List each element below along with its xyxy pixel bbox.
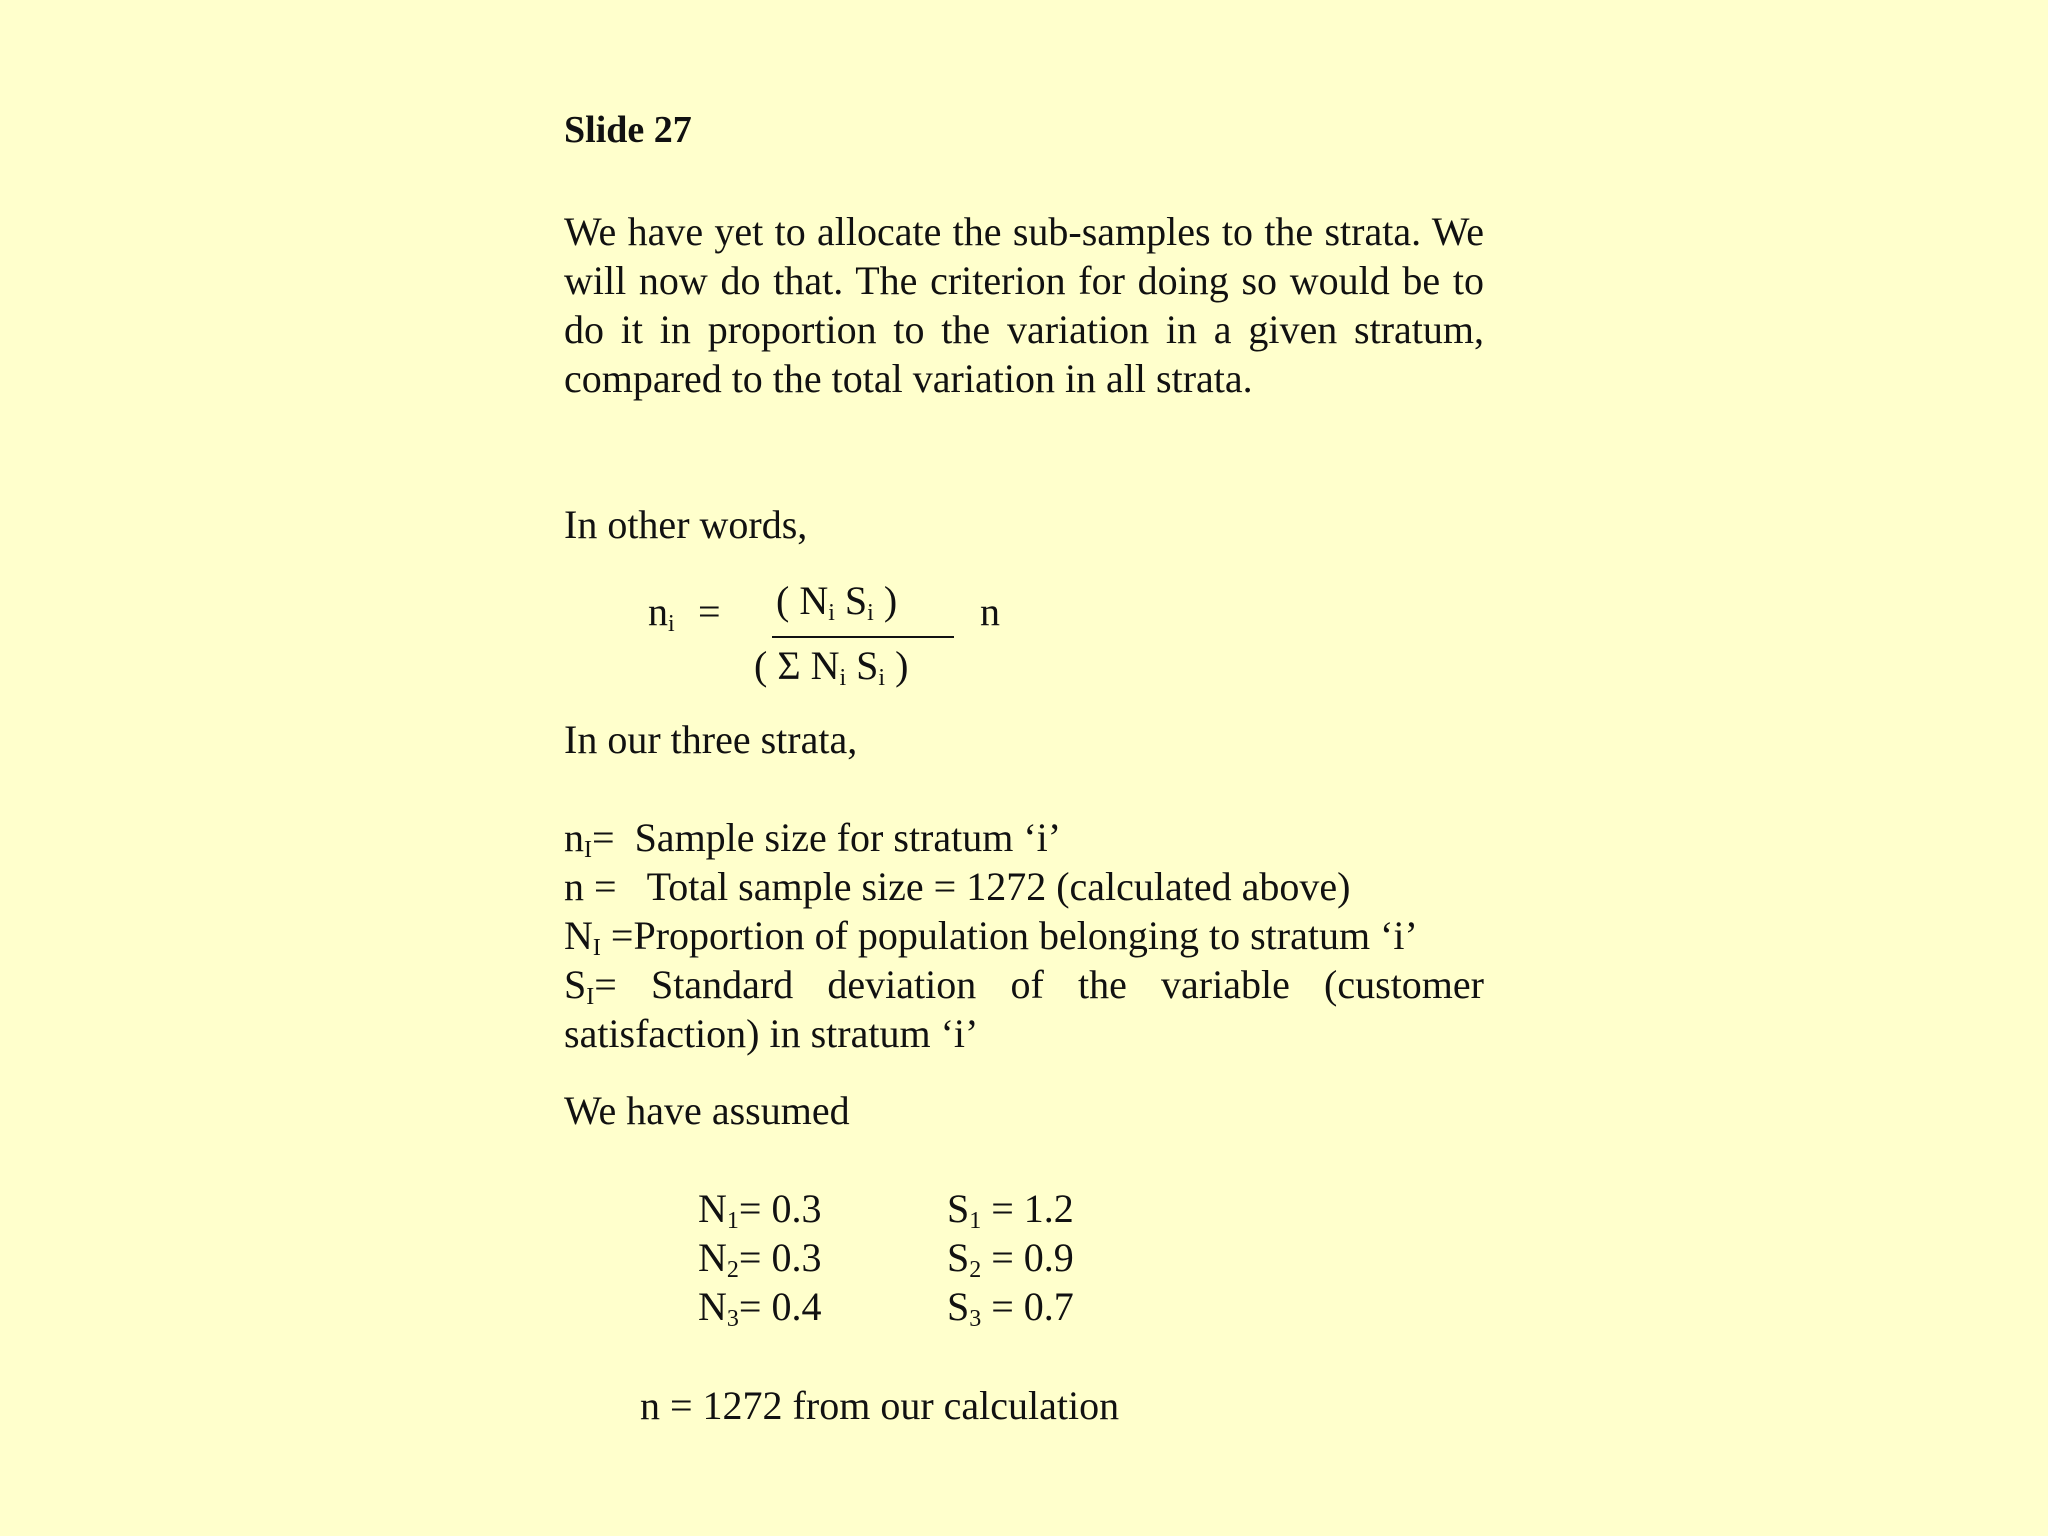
n2-value: $N_2= 0.3$: [698, 1235, 822, 1283]
s2-value: $S_2 = 0.9$: [947, 1235, 1074, 1283]
n1-value: $N_1= 0.3$: [698, 1186, 822, 1234]
fraction-bar: [772, 636, 954, 638]
s1-value: $S_1 = 1.2$: [947, 1186, 1074, 1234]
definition-std-dev: $S_I=$ Standard deviation of the variable (customer satisfaction) in stratum ‘i’: [564, 962, 1484, 1056]
formula-equals: =: [698, 589, 721, 634]
assumed-heading: We have assumed: [564, 1088, 850, 1133]
formula-multiplier: n: [980, 589, 1000, 634]
formula-denominator: ( Σ $N_i$ $S_i$ ): [754, 643, 909, 691]
intro-paragraph: We have yet to allocate the sub-samples to the strata. We will now do that. The criterion for doing so would be to do it in proportion to the variation in a given stratum, compared to the total variation in all strata.: [564, 209, 1484, 401]
in-other-words-text: In other words,: [564, 502, 808, 547]
slide-title: Slide 27: [564, 109, 692, 151]
n-statement: n = 1272 from our calculation: [640, 1383, 1120, 1428]
formula-numerator: ( $N_i$ $S_i$ ): [776, 578, 898, 626]
definition-proportion: $N_I$ =Proportion of population belonging to stratum ‘i’: [564, 913, 1418, 961]
formula-lhs: $n_i$: [648, 589, 675, 637]
strata-intro-text: In our three strata,: [564, 717, 858, 762]
definition-sample-size: $n_I=$ Sample size for stratum ‘i’: [564, 815, 1062, 863]
definition-total-sample-size: n = Total sample size = 1272 (calculated above): [564, 864, 1351, 909]
s3-value: $S_3 = 0.7$: [947, 1284, 1074, 1332]
n3-value: $N_3= 0.4$: [698, 1284, 822, 1332]
